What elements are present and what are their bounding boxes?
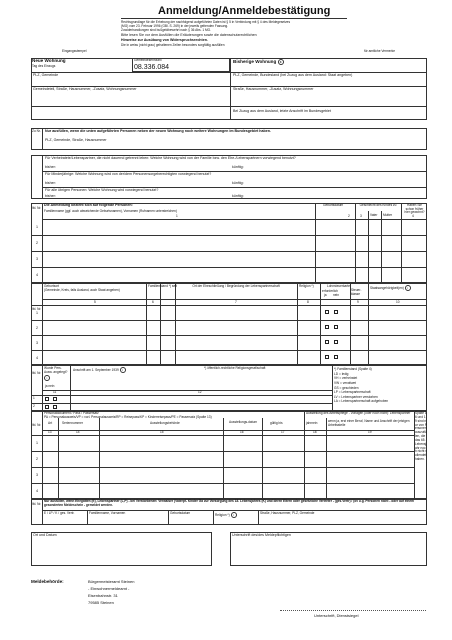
name-col: Familienname, Vornamen [89, 511, 126, 515]
behoerde-line-2: - Einwohnermeldeamt - [88, 586, 130, 591]
legal-line-2: (MG) vom 23. Februar 1996 (GBl. S. 269) in der jeweils geltenden Fassung. [121, 24, 229, 28]
lohnsteuer-ja-checkbox[interactable] [325, 340, 329, 344]
row-num: 3 [36, 473, 38, 477]
q2-kuenftig: künftig: [232, 181, 244, 185]
behoerde-line-1: Bürgermeisteramt Steinen [88, 579, 135, 584]
page-title: Anmeldung/Anmeldebestätigung [158, 5, 331, 17]
religion-col: Religion *) i [215, 512, 237, 518]
persons-title: Die Anmeldung bezieht sich auf folgende Personen: [44, 203, 133, 207]
col-15: 15 [160, 430, 164, 434]
gueltig-label: gültig bis [270, 421, 283, 425]
row-num: 3 [36, 341, 38, 345]
eingangsstempel-label: Eingangsstempel [62, 49, 87, 53]
staatsangehoerigkeit-label: Staatsangehörigkeit(en) i [370, 285, 411, 291]
col-3: 3 [360, 214, 362, 218]
ort-datum-field[interactable] [31, 532, 212, 566]
row-num: 4 [36, 356, 38, 360]
geburtsdatum-label: Geburtsdatum [323, 203, 344, 207]
bisherige-wohnung-heading: Bisherige Wohnung 3 [233, 59, 284, 65]
geburtsdatum-col: Geburtsdatum [170, 511, 191, 515]
strasse-col: Straße, Hausnummer, PLZ, Gemeinde [260, 511, 315, 515]
geschlecht-label: Geschlecht des Kindes zu [359, 203, 397, 207]
art-label: Art [48, 421, 53, 425]
info-circle-icon: i [44, 375, 50, 381]
lohnsteuer-nein-checkbox[interactable] [334, 340, 338, 344]
behoerde-label: Ausstellungsbehörde [150, 421, 180, 425]
ausweis-ja-checkbox[interactable] [45, 405, 49, 409]
mutter-label: Mutter [383, 213, 393, 217]
hauptwohnung-q3: Für alle übrigen Personen: Welche Wohnung wird vorwiegend benutzt? [45, 188, 159, 192]
unterschrift-siegel-label: Unterschrift, Dienstsiegel [314, 613, 359, 618]
lfd-nr-label: lfd. Nr. [32, 307, 42, 311]
neue-wohnung-heading: Neue Wohnung [32, 58, 66, 63]
row-num: 2 [33, 404, 35, 408]
q1-bisher: bisher: [45, 165, 56, 169]
row-num: 1 [36, 311, 38, 315]
eheschliessung-label: Ort der Eheschließung / Begründung der Lebenspartnerschaft [192, 284, 280, 288]
unterschrift-label: Unterschrift des/des Meldepflichtigen [232, 533, 291, 537]
col-19: 19 [368, 430, 372, 434]
strasse-neu-label: Gemeindeteil, Straße, Hausnummer, -Zusatz, Wohnungsnummer [33, 87, 137, 91]
lfd-nr-label: lfd. Nr. [32, 371, 42, 375]
col-14: 14 [76, 430, 80, 434]
side-note: Spalte 16 und 19 sind nur von Personen auszufüllen, die das 65. Lebensjahr noch nicht vollendet haben. [415, 411, 427, 462]
ausweis-nein-checkbox[interactable] [53, 405, 57, 409]
info-circle-icon: i [120, 367, 126, 373]
strasse-alt-label: Straße, Hausnummer, -Zusatz, Wohnungsnummer [233, 87, 314, 91]
hauptwohnung-q2: Für Minderjährige: Welche Wohnung wird von der/dem Personensorgeberechtigten vorwiegend benutzt? [45, 172, 212, 176]
row-num: 1 [33, 396, 35, 400]
col-9: 9 [357, 300, 359, 304]
pers-ausw-label: Wurde Pers. Ausw. angelegt? i [44, 366, 68, 380]
hauptwohnung-q1: Für Verheiratete/Lebenspartner, die nicht dauernd getrennt leben: Welche Wohnung wird von der Familie bzw. den Ehe-/Lebenspartnern vorwiegend benutzt? [45, 156, 296, 160]
notice-line-1: Bitte lesen Sie vor dem Ausfüllen die Erläuterungen sowie die datenschutzrechtlichen [121, 33, 257, 37]
col-6: 6 [152, 300, 154, 304]
lohnsteuer-nein-checkbox[interactable] [334, 310, 338, 314]
plz-gemeinde-label: PLZ, Gemeinde [33, 73, 59, 77]
doc-heading: Personaldokument / Pass / Passersatz [44, 411, 99, 415]
doc-legend: PA = Personalausweis/VP = vorl. Personalausweis/RP = Reisepass/KP = Kinderreisepass/PE = Passersatz (Spalte 13) [44, 415, 212, 419]
frueher-label: Haben Sie schon früher hier gewohnt? [404, 203, 425, 215]
row-num: 2 [36, 241, 38, 245]
geburtsort-sub: (Gemeinde, Kreis, falls Ausland, auch Staat angeben) [44, 288, 120, 292]
q3-bisher: bisher: [45, 194, 56, 198]
q3-kuenftig: künftig: [232, 194, 244, 198]
lfd-nr-label: lfd. Nr. [32, 206, 42, 210]
col-13: 13 [48, 430, 52, 434]
row-num: 3 [36, 257, 38, 261]
religion-label: Religion *) [299, 284, 314, 288]
amtliche-vermerke-label: für amtliche Vermerke [364, 49, 395, 53]
row-num: 4 [36, 489, 38, 493]
col-7: 7 [235, 300, 237, 304]
behoerde-line-4: 79585 Steinen [88, 600, 114, 605]
col-2: 2 [348, 214, 350, 218]
col-8: 8 [307, 300, 309, 304]
kennzahl-value: 08.336.084 [134, 64, 170, 71]
ausweis-nein-checkbox[interactable] [53, 397, 57, 401]
col-18: 18 [313, 430, 317, 434]
seriennummer-label: Seriennummer [62, 421, 83, 425]
nein-label: nein [333, 293, 340, 297]
col-12: 12 [198, 390, 202, 394]
meldebehoerde-label: Meldebehörde: [31, 579, 64, 584]
row-num: 2 [36, 457, 38, 461]
arbeitgeber-label: wenn ja, erst einer Beruf, Name und Anschrift der jetzigen Arbeitsstelle [328, 419, 410, 427]
zu-nr-label: Zu Nr. [32, 129, 41, 133]
row-num: 1 [36, 441, 38, 445]
col-1: 1 [176, 214, 178, 218]
q1-kuenftig: künftig: [232, 165, 244, 169]
col-17: 17 [281, 430, 285, 434]
lohnsteuer-label: Lohnsteuerkarte [327, 284, 351, 288]
ja-nein-label: ja nein [45, 384, 55, 388]
row-num: 4 [36, 273, 38, 277]
erforderlich-label: erforderlich [322, 289, 338, 293]
familienstand-label: Familienstand *) seit [148, 284, 177, 288]
nebenwohnung-plz: PLZ, Gemeinde, Straße, Hausnummer [45, 138, 107, 142]
lohnsteuer-ja-checkbox[interactable] [325, 355, 329, 359]
bundesgebiet-label: Bei Zuzug aus dem Ausland, letzte Anschrift im Bundesgebiet [233, 109, 331, 113]
lohnsteuer-nein-checkbox[interactable] [334, 325, 338, 329]
nebenwohnung-text: Nur ausfüllen, wenn die unten aufgeführten Personen neben der neuen Wohnung noch weitere Wohnungen im Bundesgebiet haben. [45, 129, 271, 133]
notice-line-2: Hinweise zur Ausübung von Widerspruchsrechten. [121, 38, 208, 42]
familienstand-legend: *) Familienstand (Spalte 4) LD = ledig VH = verheiratet VW = verwitwet GS = geschieden LP = Lebenspartnerschaft LV = Lebenspartner verstorben LA = Lebenspartnerschaft aufgehoben [334, 367, 389, 404]
behoerde-line-3: Eisenbahnstr. 31 [88, 593, 118, 598]
einzug-label: Tag des Einzugs [32, 64, 56, 68]
rechtlich-label: *) öffentlich-rechtliche Religionsgesellschaft [204, 366, 266, 370]
col-4: 4 [412, 214, 414, 218]
steuerklasse-label: Steuer-klasse [351, 288, 362, 296]
info-circle-icon: 3 [278, 59, 284, 65]
jahrgaenge-label: jahrnein [306, 421, 318, 425]
col-10: 10 [396, 300, 400, 304]
lohnsteuer-ja-checkbox[interactable] [325, 325, 329, 329]
col-5: 5 [94, 300, 96, 304]
col-11: 11 [53, 390, 57, 394]
ausstellungsdatum-label: Ausstellungs-datum [229, 420, 257, 424]
lfd-nr-label: lfd. Nr. [32, 423, 42, 427]
col-16: 16 [240, 430, 244, 434]
ja-label: ja [324, 293, 327, 297]
geburtsort-label: Geburtsort [44, 284, 60, 288]
legal-line-1: Rechtsgrundlage für die Erhebung der nachfolgend aufgeführten Daten ist § 5 in Verbindung mit § 4 des Meldegesetzes [121, 20, 291, 24]
ausweis-ja-checkbox[interactable] [45, 397, 49, 401]
notice-line-3: Die in weiss (nicht grau) gehaltenen Zeilen besonders sorgfältig ausfüllen [121, 43, 225, 47]
legal-line-3: Zuwiderhandlungen sind bußgeldbewehrt nach § 36 Abs. 1 MG. [121, 28, 212, 32]
angehoerige-text: Nur ausfüllen, wenn Ehegatten (E), Lebenspartner (L,P) - bei Verstorbenen: Verwaiser (Vaterpf- Kinder Ga zur Vorsorgung des 18. Lebensjahres (K) und deren Eltern oder gesetzliche Vertreter - (ges.Vertr) / (ov u.g. Personen nicht - oder auf einem gesonderten Meldeschein - gemeldet werden. [44, 499, 414, 507]
vater-label: Vater [370, 213, 378, 217]
plz-bisher-label: PLZ, Gemeinde, Bundesland (bei Zuzug aus dem Ausland: Staat angeben) [233, 73, 353, 77]
row-num: 2 [36, 326, 38, 330]
ausstellung-label: Ausstellung des Arbeitspflege - Vorlagen (oder noch nicht): Lebenspartner [306, 411, 411, 415]
q2-bisher: bisher: [45, 181, 56, 185]
info-circle-icon: i [405, 285, 411, 291]
lohnsteuer-ja-checkbox[interactable] [325, 310, 329, 314]
lohnsteuer-nein-checkbox[interactable] [334, 355, 338, 359]
anschrift-label: Anschrift am 1. September 1939 i [73, 367, 126, 373]
lfd-nr-label: lfd. Nr. [32, 502, 42, 506]
info-circle-icon: i [231, 512, 237, 518]
row-num: 1 [36, 225, 38, 229]
ehe-col: E / LP / K / ges. Vertr. [44, 511, 75, 515]
kennzahl-label: Gemeindekennzahl [134, 58, 162, 62]
persons-subtitle: Familienname (ggf. auch abweichende Geburtsnamen), Vornamen (Rufnamen unterstreichen) [44, 209, 177, 213]
ort-datum-label: Ort und Datum [33, 533, 57, 537]
